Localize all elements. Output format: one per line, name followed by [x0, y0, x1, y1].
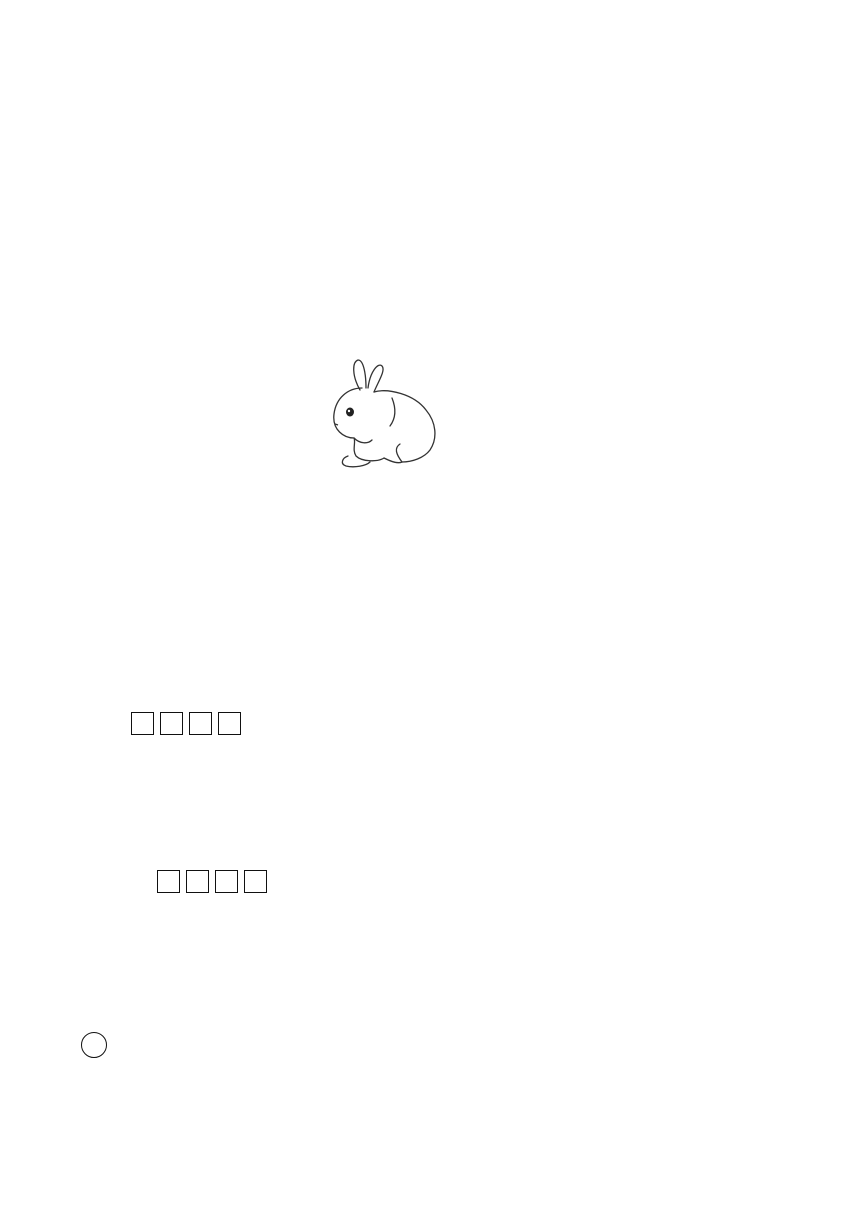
answer-box[interactable] [186, 870, 209, 893]
circle-row [96, 935, 566, 985]
answer-box[interactable] [189, 712, 212, 735]
answer-box[interactable] [244, 870, 267, 893]
rabbit-icon [322, 358, 442, 470]
answer-box[interactable] [157, 870, 180, 893]
carrot-row-top [90, 372, 290, 482]
q2-part1-equation [128, 712, 244, 736]
circle-icon [81, 1032, 107, 1058]
answer-box[interactable] [215, 870, 238, 893]
q2-part2-equation [154, 870, 270, 894]
answer-box[interactable] [218, 712, 241, 735]
carrot-row-bottom [90, 488, 350, 598]
q3-line1 [80, 1032, 108, 1058]
answer-box[interactable] [131, 712, 154, 735]
answer-box[interactable] [160, 712, 183, 735]
